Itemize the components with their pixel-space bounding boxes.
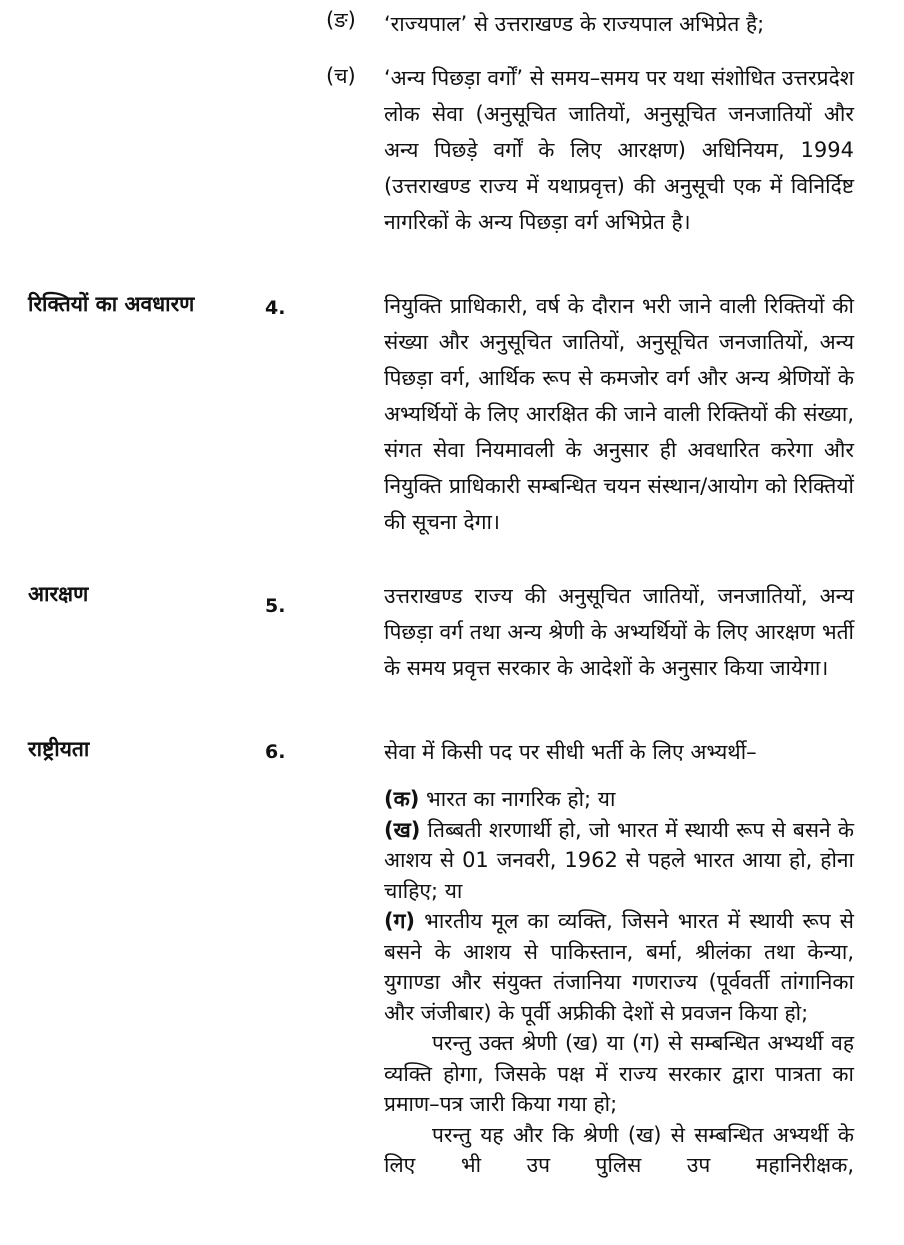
section-text-4	[384, 288, 854, 540]
section-paragraph: नियुक्ति प्राधिकारी, वर्ष के दौरान भरी जाने वाली रिक्तियों की संख्या और अनुसूचित जातियों, अनुसूचित जनजातियों, अन्य पिछड़ा वर्ग, आर्थिक रूप से कमजोर वर्ग और अन्य श्रेणियों के अभ्यर्थियों के लिए आरक्षित की जाने वाली रिक्तियों की संख्या, संगत सेवा नियमावली के अनुसार ही अवधारित करेगा और नियुक्ति प्राधिकारी सम्बन्धित चयन संस्थान/आयोग को रिक्तियों की सूचना देगा।	[384, 294, 854, 534]
item-text: भारतीय मूल का व्यक्ति, जिसने भारत में स्थायी रूप से बसने के आशय से पाकिस्तान, बर्मा, श्रीलंका तथा केन्या, युगाण्डा और संयुक्त तंजानिया गणराज्य (पूर्ववर्ती तांगानिका और जंजीबार) के पूर्वी अफ्रीकी देशों से प्रवजन किया हो;	[384, 909, 854, 1025]
section-text-5	[384, 578, 854, 686]
section-intro-6	[384, 734, 854, 770]
clause-paragraph: ‘अन्य पिछड़ा वर्गों’ से समय–समय पर यथा संशोधित उत्तरप्रदेश लोक सेवा (अनुसूचित जातियों, अनुसूचित जनजातियों और अन्य पिछड़े वर्गों के लिए आरक्षण) अधिनियम, 1994 (उत्तराखण्ड राज्य में यथाप्रवृत्त) की अनुसूची एक में विनिर्दिष्ट नागरिकों के अन्य पिछड़ा वर्ग अभिप्रेत है।	[384, 66, 854, 234]
section-number-6: 6.	[265, 741, 286, 763]
list-item-ga	[384, 906, 854, 1028]
clause-paragraph: ‘राज्यपाल’ से उत्तराखण्ड के राज्यपाल अभिप्रेत है;	[384, 12, 765, 36]
item-text: तिब्बती शरणार्थी हो, जो भारत में स्थायी रूप से बसने के आशय से 01 जनवरी, 1962 से पहले भारत आया हो, होना चाहिए; या	[384, 817, 854, 903]
section-number-5: 5.	[265, 595, 286, 617]
clause-label-nga: (ङ)	[326, 8, 356, 32]
item-marker: (क)	[384, 787, 420, 811]
list-item-ka	[384, 784, 854, 815]
section-paragraph: उत्तराखण्ड राज्य की अनुसूचित जातियों, जनजातियों, अन्य पिछड़ा वर्ग तथा अन्य श्रेणी के अभ्यर्थियों के लिए आरक्षण भर्ती के समय प्रवृत्त सरकार के आदेशों के अनुसार किया जायेगा।	[384, 584, 854, 680]
proviso-1: परन्तु उक्त श्रेणी (ख) या (ग) से सम्बन्धित अभ्यर्थी वह व्यक्ति होगा, जिसके पक्ष में राज्य सरकार द्वारा पात्रता का प्रमाण–पत्र जारी किया गया हो;	[384, 1031, 854, 1116]
item-text: भारत का नागरिक हो; या	[419, 787, 616, 811]
list-item-kha	[384, 815, 854, 907]
clause-text-cha	[384, 60, 854, 240]
proviso-2: परन्तु यह और कि श्रेणी (ख) से सम्बन्धित अभ्यर्थी के लिए भी उप पुलिस उप महानिरीक्षक,	[384, 1122, 854, 1177]
section-heading-4: रिक्तियों का अवधारण	[28, 292, 195, 316]
item-marker: (ग)	[384, 909, 416, 933]
section-heading-5: आरक्षण	[28, 582, 89, 606]
clause-label-cha: (च)	[326, 64, 356, 88]
section-heading-6: राष्ट्रीयता	[28, 737, 90, 761]
nationality-conditions	[384, 784, 854, 1181]
item-marker: (ख)	[384, 817, 421, 842]
section-number-4: 4.	[265, 297, 286, 319]
clause-text-nga	[384, 6, 854, 42]
section-intro: सेवा में किसी पद पर सीधी भर्ती के लिए अभ्यर्थी–	[384, 740, 757, 764]
